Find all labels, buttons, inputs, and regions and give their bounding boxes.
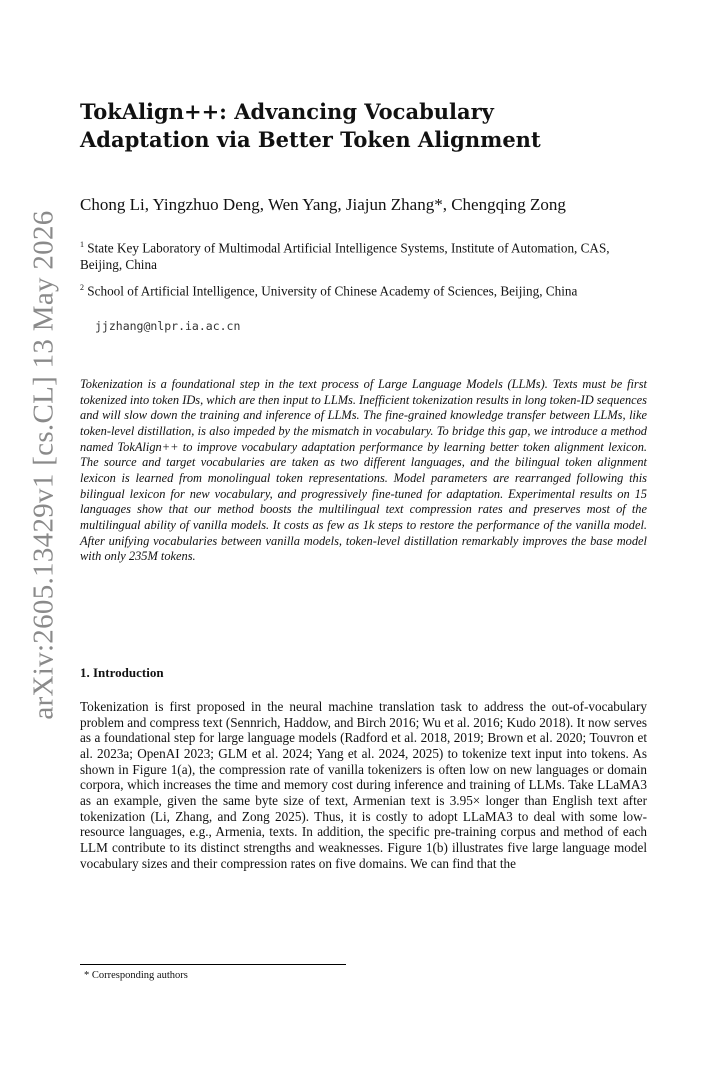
paper-title: [80, 98, 640, 154]
introduction-paragraph: Tokenization is first proposed in the neural machine translation task to address the out-of-vocabulary problem and compress text (Sennrich, Haddow, and Birch 2016; Wu et al. 2016; Kudo 2018). It now serves as a foundational step for large language models (Radford et al. 2018, 2019; Brown et al. 2020; Touvron et al. 2023a; OpenAI 2023; GLM et al. 2024; Yang et al. 2024, 2025) to tokenize text input into tokens. As shown in Figure 1(a), the compression rate of vanilla tokenizers is often low on new languages or domain corpora, which increases the time and memory cost during inference and training of LLMs. Take LLaMA3 as an example, given the same byte size of text, Armenian text is 3.95× longer than English text after tokenization (Li, Zhang, and Zong 2025). Thus, it is costly to adopt LLaMA3 to deal with some low-resource languages, e.g., Armenia, texts. In addition, the specific pre-training corpus and method of each LLM contribute to its distinct strengths and weaknesses. Figure 1(b) illustrates five large language model vocabulary sizes and their compression rates on five domains. We can find that the: [80, 699, 647, 871]
section-heading-introduction: 1. Introduction: [80, 665, 164, 680]
affiliation-2: [80, 279, 650, 299]
affiliation-2-text: School of Artificial Intelligence, University of Chinese Academy of Sciences, Beijing, China: [87, 283, 578, 299]
contact-email[interactable]: jjzhang@nlpr.ia.ac.cn: [95, 319, 241, 333]
affiliation-1-text: State Key Laboratory of Multimodal Artificial Intelligence Systems, Institute of Automation, CAS, Beijing, China: [80, 240, 610, 273]
affiliation-1-mark: 1: [80, 240, 84, 249]
title-line-2: Adaptation via Better Token Alignment: [80, 127, 541, 152]
affiliation-1: [80, 236, 650, 273]
author-list: Chong Li, Yingzhuo Deng, Wen Yang, Jiajun Zhang*, Chengqing Zong: [80, 195, 566, 214]
affiliations: [80, 236, 650, 306]
footnote-divider: [80, 964, 346, 965]
title-line-1: TokAlign++: Advancing Vocabulary: [80, 99, 494, 124]
affiliation-2-mark: 2: [80, 283, 84, 293]
footnote-corresponding-authors: * Corresponding authors: [84, 970, 188, 981]
abstract: Tokenization is a foundational step in the text process of Large Language Models (LLMs). Texts must be first tokenized into token IDs, which are then input to LLMs. Inefficient tokenization results in long token-ID sequences and will slow down the training and inference of LLMs. The fine-grained knowledge transfer between LLMs, like token-level distillation, is also impeded by the mismatch in vocabulary. To bridge this gap, we introduce a method named TokAlign++ to improve vocabulary adaptation performance by learning better token alignment lexicon. The source and target vocabularies are taken as two different languages, and the bilingual token alignment lexicon is learned from monolingual token representations. Model parameters are rearranged following this bilingual lexicon for new vocabulary, and progressively fine-tuned for adaptation. Experimental results on 15 languages show that our method boosts the multilingual text compression rates and preserves most of the multilingual ability of vanilla models. It costs as few as 1k steps to restore the performance of the vanilla model. After unifying vocabularies between vanilla models, token-level distillation remarkably improves the base model with only 235M tokens.: [80, 377, 647, 564]
arxiv-identifier-sidebar: arXiv:2605.13429v1 [cs.CL] 13 May 2026: [27, 210, 60, 720]
